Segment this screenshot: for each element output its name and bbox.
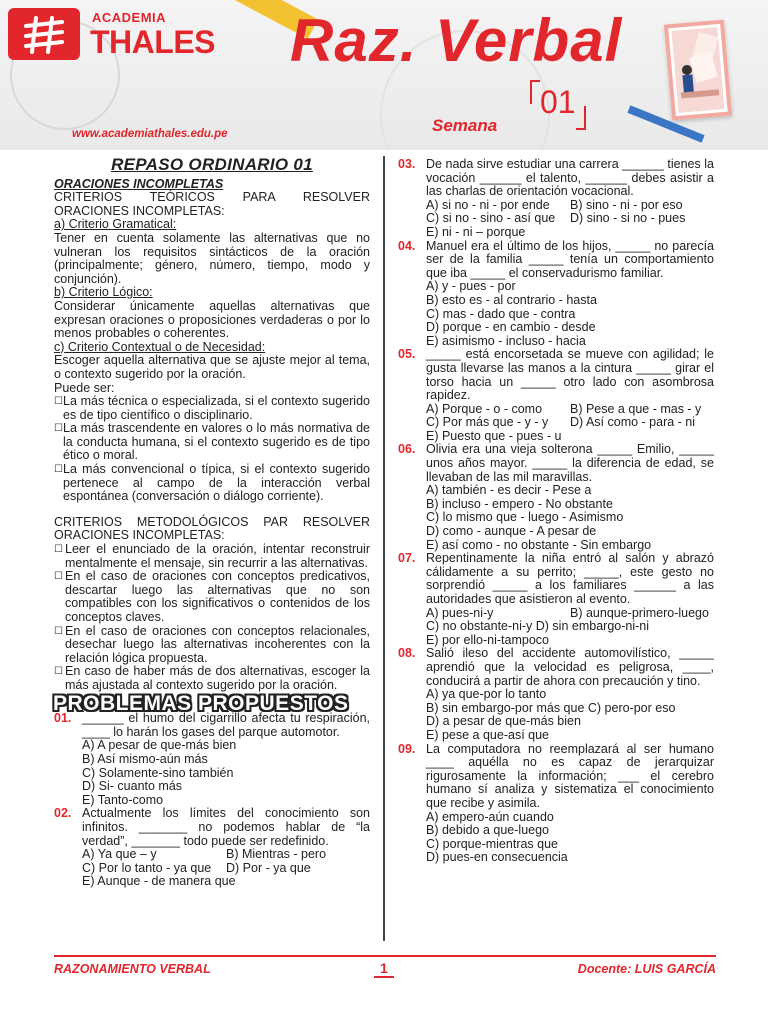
question-stem: Repentinamente la niña entró al salón y abrazó cálidamente a su perrito; _____, este gesto no sorprendió _____ a los familiares ______ a las autoridades que asistieron al evento. [426,551,714,606]
list-item: ☐ En el caso de oraciones con conceptos relacionales, desechar luego las alternativas incoherentes con la relación lógica propuesta. [54,623,370,665]
answer-option[interactable]: A) si no - ni - por ende [426,197,550,212]
question-item [398,348,714,443]
question-stem: Salió ileso del accidente automovilístico, _____ aprendió que la velocidad es peligrosa, ____, conducirá a partir de ahora con precaución y tino. [426,646,714,688]
week-badge [530,80,586,130]
checkbox-bullet-icon: ☐ [54,544,63,556]
question-item [398,443,714,552]
list-item: ☐ La más trascendente en valores o lo más normativa de la conducta humana, si el contexto sugerido es de tipo ético o moral. [54,421,370,463]
answer-option[interactable]: D) a pesar de que-más bien [426,714,581,729]
answer-option[interactable]: C) lo mismo que - luego - Asimismo [426,510,624,525]
footer-divider [54,955,716,957]
checkbox-bullet-icon: ☐ [54,423,63,435]
checkbox-bullet-icon: ☐ [54,464,63,476]
question-number: 03. [398,157,416,171]
answer-option[interactable]: E) asimismo - incluso - hacia [426,333,586,348]
page-number: 1 [380,960,388,976]
question-item [398,158,714,240]
question-number: 09. [398,741,416,756]
left-column [53,155,370,889]
criterion-text: Tener en cuenta solamente las alternativas que no vulneran los requisitos sintácticos de la oración (principalmente; género, número, tiempo, modo y conjunción). [54,230,370,286]
answer-option[interactable]: D) porque - en cambio - desde [426,320,596,335]
checkbox-bullet-icon: ☐ [54,625,63,637]
question-number: 05. [398,347,416,362]
list-item: ☐ En caso de haber más de dos alternativas, escoger la más ajustada al contexto sugerido por la oración. [54,664,370,692]
footer-course: RAZONAMIENTO VERBAL [54,962,211,976]
question-stem: Olivia era una vieja solterona _____ Emilio, _____ unos años mayor. _____ la diferencia de edad, se llevaban de las mil maravillas. [426,442,714,484]
answer-option[interactable]: C) Solamente-sino también [82,765,234,780]
answer-option[interactable]: A) también - es decir - Pese a [426,483,592,498]
list-item: ☐ La más convencional o típica, si el contexto sugerido pertenece al campo de la interacción verbal espontánea (conversación o diálogo corriente). [54,462,370,504]
answer-option[interactable]: B) Pese a que - mas - y [570,401,702,416]
section-intro: CRITERIOS METODOLÓGICOS PAR RESOLVER ORACIONES INCOMPLETAS: [54,514,370,543]
question-number: 07. [398,551,416,566]
answer-option[interactable]: C) Por más que - y - y [426,415,549,430]
answer-option[interactable]: E) ni - ni – porque [426,224,526,239]
right-column [398,158,714,865]
logo-icon [8,8,80,60]
question-item [54,807,370,889]
question-stem: ______ el humo del cigarrillo afecta tu respiración, ____ lo harán los gases del parque automotor. [82,711,370,739]
answer-option[interactable]: C) porque-mientras que [426,836,559,851]
section-intro: CRITERIOS TEÓRICOS PARA RESOLVER ORACIONES INCOMPLETAS: [54,190,370,218]
answer-option[interactable]: B) sino - ni - por eso [570,197,683,212]
criterion-label: a) Criterio Gramatical: [54,217,177,232]
question-number: 08. [398,646,416,661]
question-item [398,240,714,349]
answer-option[interactable]: A) Porque - o - como [426,401,543,416]
footer-teacher: Docente: LUIS GARCÍA [577,962,716,976]
question-stem: La computadora no reemplazará al ser humano ____ aquélla no es capaz de jerarquizar rigurosamente la información; ___ el cerebro humano sí analiza y sistematiza el conocimiento que recibe y asimila. [426,741,714,810]
answer-option[interactable]: C) mas - dado que - contra [426,306,576,321]
answer-option[interactable]: B) incluso - empero - No obstante [426,496,613,511]
book-photo [664,20,732,121]
answer-option[interactable]: B) Mientras - pero [226,847,327,862]
question-stem: De nada sirve estudiar una carrera ______ tienes la vocación ______ el talento, ______ debes asistir a las charlas de orientación vocacional. [426,157,714,199]
answer-option[interactable]: D) pues-en consecuencia [426,850,568,865]
answer-option[interactable]: B) sin embargo-por más que C) pero-por eso [426,700,676,715]
question-item [398,647,714,742]
answer-option[interactable]: D) Así como - para - ni [570,415,696,430]
document-title: REPASO ORDINARIO 01 [111,155,313,174]
question-stem: _____ está encorsetada se mueve con agilidad; le gusta llevarse las manos a la cintura _____ girar el torso hacia un _____ otro lado con asombrosa rapidez. [426,347,714,403]
question-number: 02. [54,806,72,821]
answer-option[interactable]: A) ya que-por lo tanto [426,687,547,702]
answer-option[interactable]: E) Tanto-como [82,792,164,807]
answer-option[interactable]: B) aunque-primero-luego [570,605,709,620]
answer-option[interactable]: E) pese a que-así que [426,727,549,742]
column-divider [383,156,385,941]
page-title: Raz. Verbal [290,7,623,74]
question-number: 04. [398,238,416,253]
answer-option[interactable]: C) si no - sino - así que [426,211,556,226]
question-stem: Manuel era el último de los hijos, _____ no parecía ser de la familia _____ tenía un comportamiento que iba _____ el conservadurismo familiar. [426,238,714,280]
question-item [54,712,370,807]
website-link[interactable]: www.academiathales.edu.pe [72,128,228,140]
page-number-underline [374,976,394,978]
brand-name: THALES [90,24,215,60]
list-item: ☐ La más técnica o especializada, si el contexto sugerido es de tipo científico o disciplinario. [54,394,370,422]
question-stem: Actualmente los límites del conocimiento son infinitos. _______ no podemos hablar de “la verdad”, _______ todo puede ser redefinido. [82,806,370,848]
answer-option[interactable]: A) y - pues - por [426,279,516,294]
page-header [0,0,768,150]
checkbox-bullet-icon: ☐ [54,571,63,583]
answer-option[interactable]: B) Así mismo-aún más [82,751,208,766]
checkbox-bullet-icon: ☐ [54,666,63,678]
question-item [398,552,714,647]
answer-option[interactable]: D) Si- cuanto más [82,779,183,794]
criterion-text: Considerar únicamente aquellas alternativas que expresan oraciones o proposiciones verdaderas o por lo menos probables o coherentes. [54,298,370,341]
criterion-text: Escoger aquella alternativa que se ajuste mejor al tema, o contexto sugerido por la oración. [54,353,370,381]
problems-banner: PROBLEMAS PROPUESTOS [53,691,349,715]
puede-ser-label: Puede ser: [54,380,115,395]
criterion-label: c) Criterio Contextual o de Necesidad: [54,339,266,354]
list-item: ☐ Leer el enunciado de la oración, intentar reconstruir mentalmente el mensaje, sin recurrir a las alternativas. [54,542,370,570]
answer-option[interactable]: A) pues-ni-y [426,605,494,620]
brand-small-label: ACADEMIA [92,10,167,25]
answer-option[interactable]: E) Aunque - de manera que [82,874,236,889]
question-number: 06. [398,442,416,457]
answer-option[interactable]: E) así como - no obstante - Sin embargo [426,537,652,552]
answer-option[interactable]: A) A pesar de que-más bien [82,738,237,753]
answer-option[interactable]: B) esto es - al contrario - hasta [426,292,597,307]
checkbox-bullet-icon: ☐ [54,396,63,408]
answer-option[interactable]: B) debido a que-luego [426,823,550,838]
answer-option[interactable]: D) sino - si no - pues [570,211,686,226]
answer-option[interactable]: A) empero-aún cuando [426,809,554,824]
answer-option[interactable]: C) Por lo tanto - ya que [82,860,212,875]
answer-option[interactable]: D) como - aunque - A pesar de [426,524,597,539]
question-item [398,743,714,865]
answer-option[interactable]: E) Puesto que - pues - u [426,428,562,443]
answer-option[interactable]: C) no obstante-ni-y D) sin embargo-ni-ni [426,619,650,634]
week-label: Semana [432,116,498,135]
section-heading: ORACIONES INCOMPLETAS [54,176,224,191]
question-number: 01. [54,711,72,726]
answer-option[interactable]: E) por ello-ni-tampoco [426,632,549,647]
answer-option[interactable]: A) Ya que – y [82,847,157,862]
criterion-label: b) Criterio Lógico: [54,285,153,300]
week-number: 01 [540,84,576,120]
list-item: ☐ En el caso de oraciones con conceptos predicativos, descartar luego las alternativas que no son compatibles con los significativos o contenidos de los conceptos claves. [54,569,370,624]
answer-option[interactable]: D) Por - ya que [226,860,311,875]
